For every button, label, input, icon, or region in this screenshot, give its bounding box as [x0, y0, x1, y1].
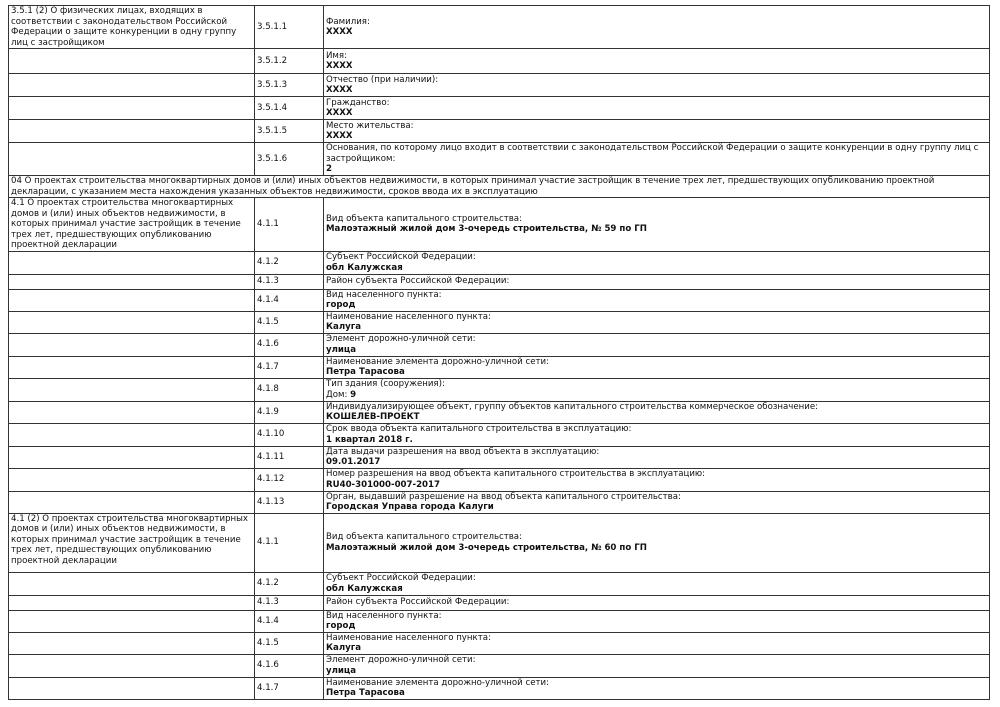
- item-label: Вид объекта капитального строительства:: [326, 532, 522, 542]
- item-value-text: XXXX: [326, 131, 353, 141]
- item-content: [324, 274, 990, 289]
- item-value-text: XXXX: [326, 27, 353, 37]
- declaration-table: [8, 5, 990, 700]
- table-row: [9, 274, 990, 289]
- item-code: 4.1.12: [255, 468, 324, 491]
- item-content: [324, 423, 990, 446]
- section-cell: 3.5.1 (2) О физических лицах, входящих в соответствии с законодательством Российской Федерации о защите конкуренции в одну группу лиц с застройщиком: [9, 6, 255, 49]
- item-value-text: обл Калужская: [326, 583, 403, 594]
- table-row: [9, 356, 990, 378]
- section-cell: [9, 595, 255, 610]
- item-label: Вид объекта капитального строительства:: [326, 213, 522, 224]
- item-code: 4.1.6: [255, 654, 324, 677]
- section-cell: [9, 610, 255, 632]
- item-value-text: 09.01.2017: [326, 457, 381, 467]
- item-value: [326, 108, 987, 119]
- table-row: [9, 198, 990, 252]
- item-content: [324, 251, 990, 274]
- item-value-text: обл Калужская: [326, 262, 403, 273]
- item-value: [326, 457, 987, 468]
- item-code: 4.1.1: [255, 198, 324, 252]
- item-label: Орган, выдавший разрешение на ввод объекта капитального строительства:: [326, 491, 681, 502]
- item-content: [324, 289, 990, 311]
- item-code: 4.1.3: [255, 595, 324, 610]
- item-label: Наименование элемента дорожно-уличной сети:: [326, 677, 549, 688]
- item-label: Элемент дорожно-уличной сети:: [326, 334, 476, 344]
- item-value-text: город: [326, 300, 356, 310]
- item-value: [326, 131, 987, 142]
- item-code: 4.1.9: [255, 401, 324, 423]
- section-cell: [9, 356, 255, 378]
- item-content: [324, 491, 990, 513]
- item-content: [324, 143, 990, 176]
- table-row: [9, 401, 990, 423]
- item-content: [324, 120, 990, 143]
- table-row: [9, 423, 990, 446]
- table-row: [9, 6, 990, 49]
- item-label: Срок ввода объекта капитального строительства в эксплуатацию:: [326, 424, 632, 434]
- item-value-text: Калуга: [326, 643, 362, 653]
- item-label: Наименование населенного пункта:: [326, 632, 491, 643]
- section-cell: [9, 274, 255, 289]
- item-value: [326, 61, 987, 72]
- table-row: [9, 176, 990, 198]
- section-cell: [9, 446, 255, 468]
- item-value-text: XXXX: [326, 85, 353, 95]
- item-content: [324, 572, 990, 595]
- item-code: 3.5.1.2: [255, 49, 324, 74]
- table-row: [9, 677, 990, 699]
- item-value: [326, 584, 987, 595]
- table-row: [9, 595, 990, 610]
- item-value-text: XXXX: [326, 61, 353, 71]
- item-code: 4.1.11: [255, 446, 324, 468]
- section-cell: [9, 401, 255, 423]
- item-value-text: Петра Тарасова: [326, 688, 405, 698]
- item-code: 4.1.4: [255, 610, 324, 632]
- item-content: [324, 49, 990, 74]
- item-content: [324, 6, 990, 49]
- item-label: Гражданство:: [326, 97, 390, 108]
- item-code: 3.5.1.3: [255, 74, 324, 97]
- section-cell: [9, 572, 255, 595]
- item-code: 3.5.1.1: [255, 6, 324, 49]
- table-row: [9, 289, 990, 311]
- item-label: Фамилия:: [326, 16, 370, 27]
- item-code: 4.1.5: [255, 311, 324, 333]
- table-row: [9, 632, 990, 654]
- item-content: [324, 401, 990, 423]
- item-value: [326, 435, 987, 446]
- item-code: 4.1.4: [255, 289, 324, 311]
- item-value: [326, 85, 987, 96]
- item-code: 4.1.7: [255, 356, 324, 378]
- item-value: [326, 543, 987, 554]
- section-cell: [9, 333, 255, 356]
- item-code: 4.1.10: [255, 423, 324, 446]
- item-value-text: город: [326, 621, 356, 631]
- item-code: 4.1.3: [255, 274, 324, 289]
- table-row: [9, 446, 990, 468]
- item-value-text: RU40-301000-007-2017: [326, 479, 440, 490]
- item-value: [326, 390, 987, 401]
- item-content: [324, 513, 990, 572]
- item-content: [324, 333, 990, 356]
- item-label: Место жительства:: [326, 120, 414, 131]
- item-content: [324, 610, 990, 632]
- item-label: Номер разрешения на ввод объекта капитального строительства в эксплуатацию:: [326, 469, 706, 479]
- table-row: [9, 513, 990, 572]
- section-cell: [9, 251, 255, 274]
- item-value: [326, 412, 987, 423]
- item-code: 3.5.1.5: [255, 120, 324, 143]
- item-content: [324, 446, 990, 468]
- section-cell: [9, 423, 255, 446]
- item-label: Район субъекта Российской Федерации:: [326, 597, 510, 608]
- item-value: [326, 502, 987, 513]
- item-value-text: Городская Управа города Калуги: [326, 502, 494, 512]
- item-value: [326, 643, 987, 654]
- item-value: [326, 480, 987, 491]
- item-value-text: XXXX: [326, 108, 353, 118]
- item-label: Субъект Российской Федерации:: [326, 252, 476, 262]
- item-value-text: 2: [326, 164, 332, 175]
- section-cell: [9, 491, 255, 513]
- item-label: Наименование элемента дорожно-уличной сети:: [326, 356, 549, 367]
- item-value: [326, 666, 987, 677]
- item-content: [324, 74, 990, 97]
- section-cell: [9, 677, 255, 699]
- item-code: 4.1.7: [255, 677, 324, 699]
- item-value-text: 9: [350, 389, 357, 400]
- item-value-text: КОШЕЛЕВ-ПРОЕКТ: [326, 412, 420, 422]
- table-row: [9, 311, 990, 333]
- item-content: [324, 632, 990, 654]
- table-row: [9, 378, 990, 401]
- item-value: [326, 164, 987, 175]
- item-content: [324, 468, 990, 491]
- item-code: 4.1.13: [255, 491, 324, 513]
- item-value-text: улица: [326, 665, 357, 676]
- item-content: [324, 654, 990, 677]
- item-label: Дата выдачи разрешения на ввод объекта в эксплуатацию:: [326, 446, 600, 457]
- section-cell: [9, 468, 255, 491]
- item-content: [324, 595, 990, 610]
- item-value-text: Малоэтажный жилой дом 3-очередь строительства, № 59 по ГП: [326, 224, 647, 235]
- item-content: [324, 378, 990, 401]
- item-code: 3.5.1.6: [255, 143, 324, 176]
- section-cell: [9, 97, 255, 120]
- item-code: 4.1.2: [255, 572, 324, 595]
- item-label: Элемент дорожно-уличной сети:: [326, 655, 476, 665]
- section-cell: [9, 49, 255, 74]
- item-code: 4.1.8: [255, 378, 324, 401]
- section-cell: [9, 311, 255, 333]
- item-value-prefix: Дом:: [326, 389, 351, 400]
- item-value-text: улица: [326, 344, 357, 355]
- item-content: [324, 311, 990, 333]
- table-row: [9, 610, 990, 632]
- item-code: 4.1.6: [255, 333, 324, 356]
- item-value: [326, 27, 987, 38]
- item-label: Индивидуализирующее объект, группу объектов капитального строительства коммерческое обозначение:: [326, 401, 819, 412]
- section-cell: [9, 289, 255, 311]
- item-value: [326, 322, 987, 333]
- section-cell: [9, 74, 255, 97]
- item-value: [326, 367, 987, 378]
- item-label: Район субъекта Российской Федерации:: [326, 276, 510, 287]
- item-code: 3.5.1.4: [255, 97, 324, 120]
- section-cell: [9, 632, 255, 654]
- table-row: [9, 468, 990, 491]
- section-heading: 04 О проектах строительства многоквартирных домов и (или) иных объектов недвижимости, в которых принимал участие застройщик в течение трех лет, предшествующих опубликованию проектной декларации, с указанием места нахождения указанных объектов недвижимости, сроков ввода их в эксплуатацию: [9, 176, 990, 198]
- table-row: [9, 143, 990, 176]
- table-row: [9, 251, 990, 274]
- table-row: [9, 97, 990, 120]
- item-code: 4.1.5: [255, 632, 324, 654]
- item-label: Вид населенного пункта:: [326, 610, 442, 621]
- item-content: [324, 198, 990, 252]
- item-content: [324, 97, 990, 120]
- item-label: Субъект Российской Федерации:: [326, 573, 476, 583]
- section-cell: [9, 143, 255, 176]
- item-label: Основания, по которому лицо входит в соответствии с законодательством Российской Федерации о защите конкуренции в одну группу лиц с застройщиком:: [326, 143, 979, 164]
- section-cell: [9, 378, 255, 401]
- item-content: [324, 677, 990, 699]
- section-cell: [9, 654, 255, 677]
- item-label: Имя:: [326, 50, 347, 61]
- item-value-text: Калуга: [326, 322, 362, 332]
- item-label: Наименование населенного пункта:: [326, 311, 491, 322]
- item-value: [326, 345, 987, 356]
- table-row: [9, 120, 990, 143]
- table-row: [9, 49, 990, 74]
- item-value: [326, 300, 987, 311]
- item-label: Вид населенного пункта:: [326, 289, 442, 300]
- table-row: [9, 654, 990, 677]
- item-value-text: Петра Тарасова: [326, 367, 405, 377]
- item-value-text: 1 квартал 2018 г.: [326, 434, 413, 445]
- table-row: [9, 74, 990, 97]
- item-value: [326, 263, 987, 274]
- table-row: [9, 572, 990, 595]
- item-value: [326, 621, 987, 632]
- item-code: 4.1.1: [255, 513, 324, 572]
- table-row: [9, 333, 990, 356]
- item-value: [326, 224, 987, 235]
- item-value-text: Малоэтажный жилой дом 3-очередь строительства, № 60 по ГП: [326, 542, 647, 553]
- table-row: [9, 491, 990, 513]
- item-content: [324, 356, 990, 378]
- item-code: 4.1.2: [255, 251, 324, 274]
- item-label: Отчество (при наличии):: [326, 74, 439, 85]
- item-value: [326, 688, 987, 699]
- section-cell: 4.1 О проектах строительства многоквартирных домов и (или) иных объектов недвижимости, в которых принимал участие застройщик в течение трех лет, предшествующих опубликованию проектной декларации: [9, 198, 255, 252]
- section-cell: [9, 120, 255, 143]
- item-label: Тип здания (сооружения):: [326, 379, 445, 389]
- section-cell: 4.1 (2) О проектах строительства многоквартирных домов и (или) иных объектов недвижимости, в которых принимал участие застройщик в течение трех лет, предшествующих опубликованию проектной декларации: [9, 513, 255, 572]
